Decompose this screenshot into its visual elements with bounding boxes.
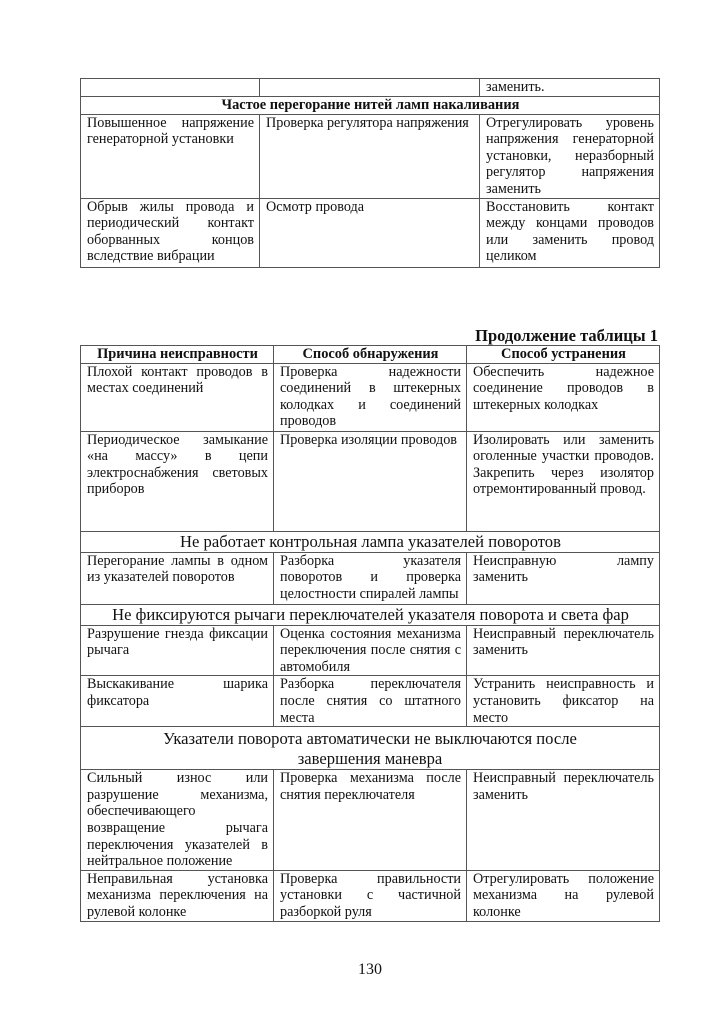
cell: Проверка изоляции проводов (274, 431, 467, 531)
table-row (81, 625, 660, 676)
cell: Повышенное напряжение генераторной установки (81, 114, 260, 198)
table-main (80, 345, 660, 922)
cell: Обеспечить надежное соединение проводов в штекерных колодках (467, 363, 660, 431)
section-title: Не работает контрольная лампа указателей поворотов (81, 531, 660, 552)
section-row (81, 531, 660, 552)
page-number: 130 (358, 961, 382, 978)
header-detection: Способ обнаружения (274, 346, 467, 364)
table-row (81, 431, 660, 531)
section-row (81, 604, 660, 625)
cell: Неисправный переключатель заменить (467, 770, 660, 871)
table-row (81, 363, 660, 431)
cell: Неисправную лампу заменить (467, 552, 660, 604)
table-caption: Продолжение таблицы 1 (475, 326, 658, 345)
cell: Разборка переключателя после снятия со штатного места (274, 676, 467, 727)
cell: Сильный износ или разрушение механизма, обеспечивающего возвращение рычага переключения указателей в нейтральное положение (81, 770, 274, 871)
cell: Разборка указателя поворотов и проверка целостности спиралей лампы (274, 552, 467, 604)
cell: Разрушение гнезда фиксации рычага (81, 625, 274, 676)
header-cause: Причина неисправности (81, 346, 274, 364)
section-title: Частое перегорание нитей ламп накаливания (81, 97, 660, 115)
cell: Проверка регулятора напряжения (260, 114, 480, 198)
cell: Проверка надежности соединений в штекерных колодках и соединений проводов (274, 363, 467, 431)
cell: Отрегулировать уровень напряжения генераторной установки, неразборный регулятор напряжения заменить (480, 114, 660, 198)
cell: Проверка механизма после снятия переключателя (274, 770, 467, 871)
cell: Неправильная установка механизма переключения на рулевой колонке (81, 870, 274, 921)
cell: заменить. (480, 79, 660, 97)
table-row (81, 198, 660, 267)
cell: Осмотр провода (260, 198, 480, 267)
cell: Неисправный переключатель заменить (467, 625, 660, 676)
cell: Перегорание лампы в одном из указателей поворотов (81, 552, 274, 604)
cell: Выскакивание шарика фиксатора (81, 676, 274, 727)
table-row (81, 552, 660, 604)
section-title: Указатели поворота автоматически не выключаются после завершения маневра (81, 727, 660, 770)
table-row (81, 870, 660, 921)
cell: Проверка правильности установки с частичной разборкой руля (274, 870, 467, 921)
cell: Оценка состояния механизма переключения после снятия с автомобиля (274, 625, 467, 676)
cell (81, 79, 260, 97)
header-row (81, 346, 660, 364)
cell (260, 79, 480, 97)
cell: Изолировать или заменить оголенные участки проводов. Закрепить через изолятор отремонтированный провод. (467, 431, 660, 531)
header-remedy: Способ устранения (467, 346, 660, 364)
table-row (81, 676, 660, 727)
section-row (81, 97, 660, 115)
table-row (81, 79, 660, 97)
section-row (81, 727, 660, 770)
table-row (81, 114, 660, 198)
cell: Плохой контакт проводов в местах соединений (81, 363, 274, 431)
cell: Восстановить контакт между концами проводов или заменить провод целиком (480, 198, 660, 267)
table-row (81, 770, 660, 871)
cell: Обрыв жилы провода и периодический контакт оборванных концов вследствие вибрации (81, 198, 260, 267)
cell: Устранить неисправность и установить фиксатор на место (467, 676, 660, 727)
table-continued-top (80, 78, 660, 268)
cell: Отрегулировать положение механизма на рулевой колонке (467, 870, 660, 921)
cell: Периодическое замыкание «на массу» в цепи электроснабжения световых приборов (81, 431, 274, 531)
section-title: Не фиксируются рычаги переключателей указателя поворота и света фар (81, 604, 660, 625)
